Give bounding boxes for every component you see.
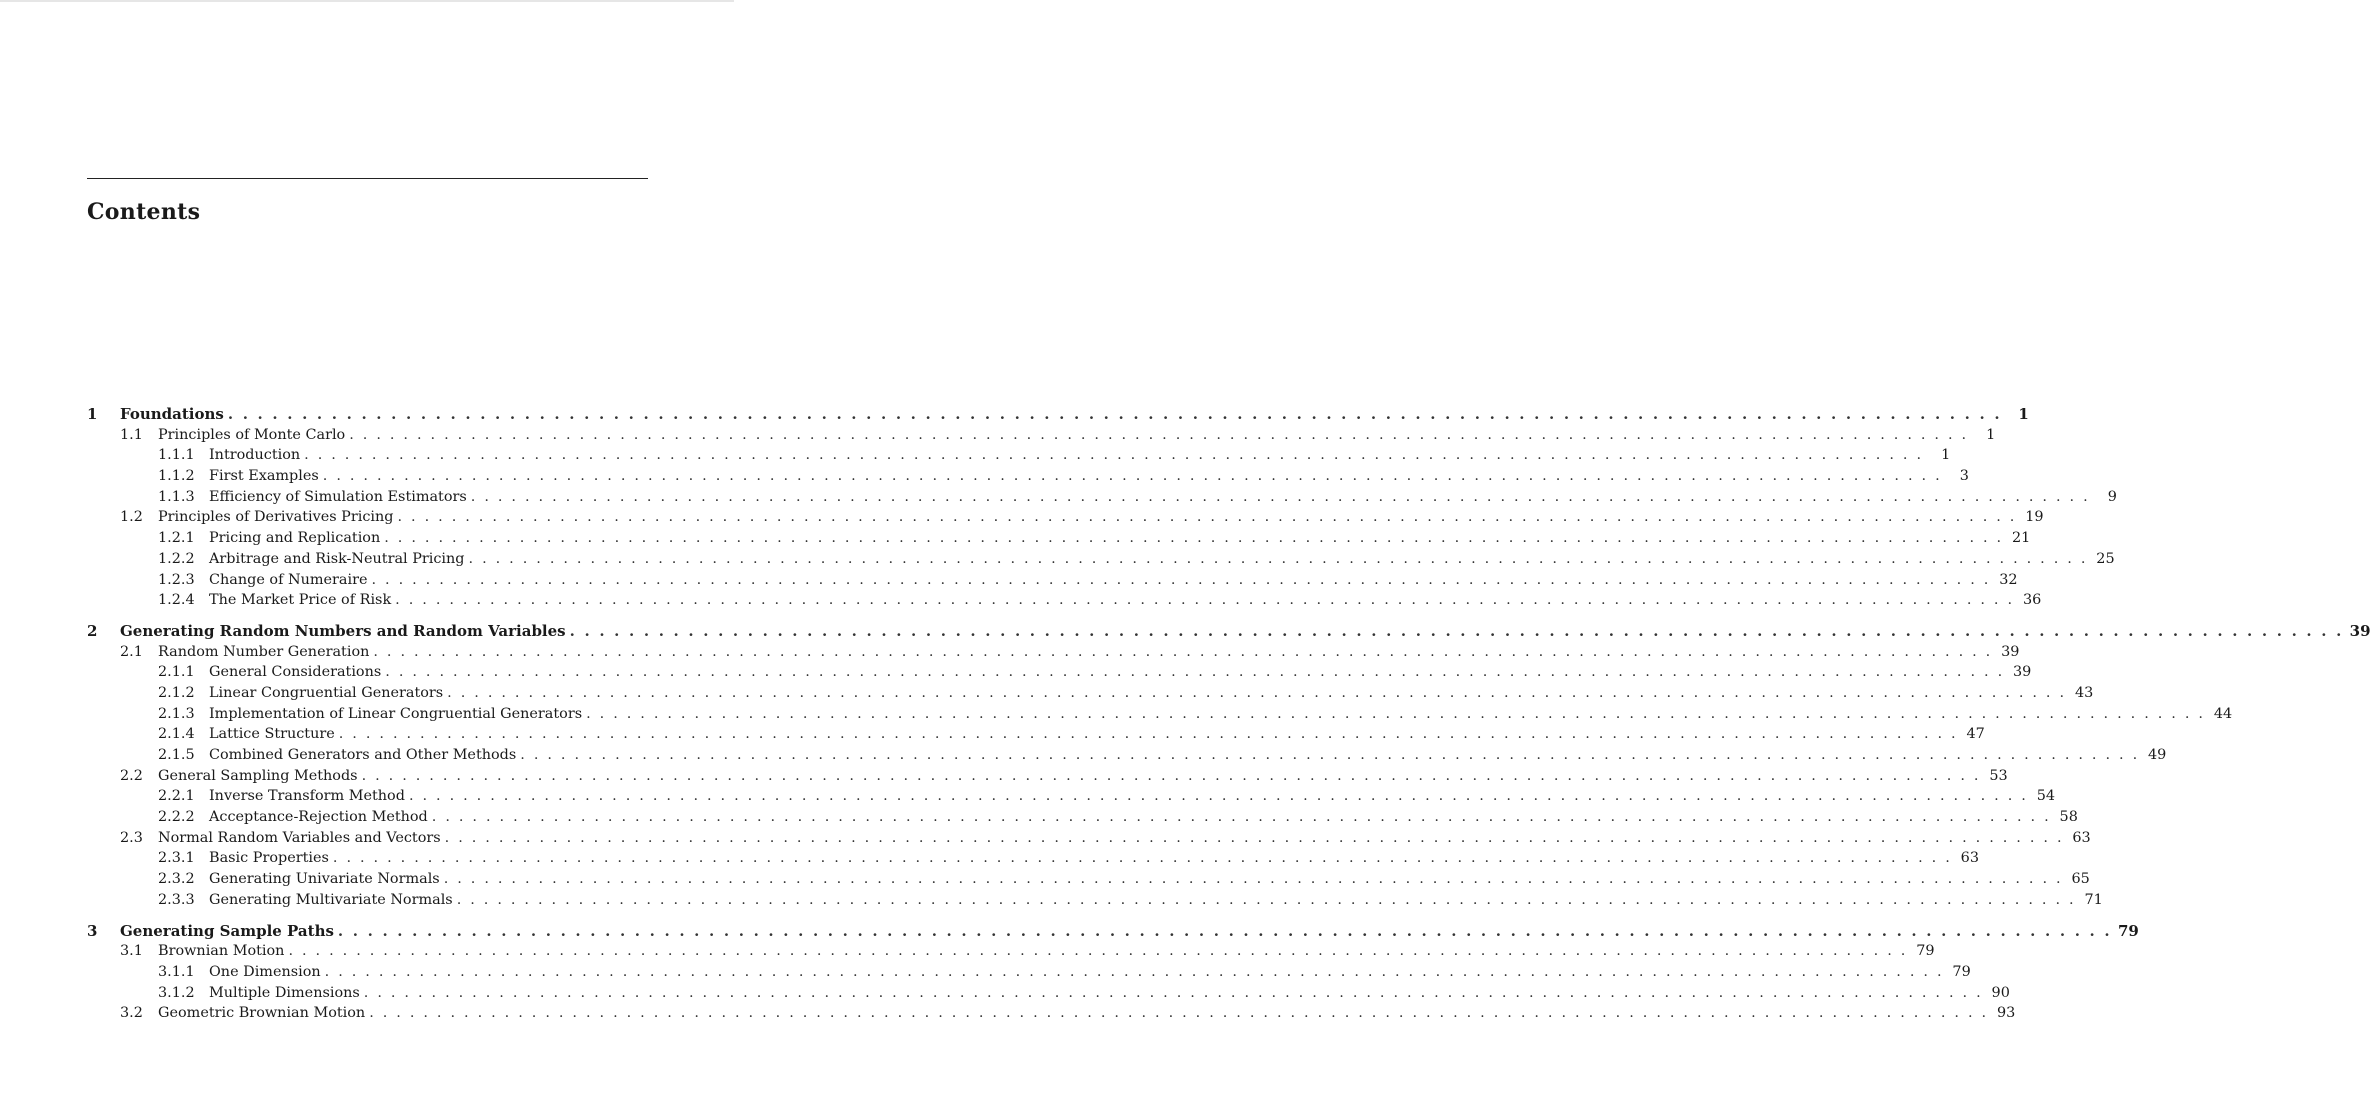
toc-dot-leader: . . . . . . . . . . . . . . . . . . . . . . . . . . . . . . . . . . . . . . . . . . . . . . . . . . . . . . . . . . . . . . . . . . . . . . . . . . . . . . . . . . . . . . . . . . . . . . . . . . . . . . . . . . . . . . . . . . . . . . . . xyxy=(349,426,1969,443)
toc-dot-leader: . . . . . . . . . . . . . . . . . . . . . . . . . . . . . . . . . . . . . . . . . . . . . . . . . . . . . . . . . . . . . . . . . . . . . . . . . . . . . . . . . . . . . . . . . . . . . . . . . . . . . . . . . . . . . . . . . . . . . . . . xyxy=(444,829,2064,846)
toc-entry-page: 63 xyxy=(1960,850,1979,867)
toc-entry-page: 25 xyxy=(2096,550,2115,567)
page-title: Contents xyxy=(87,199,201,225)
toc-dot-leader: . . . . . . . . . . . . . . . . . . . . . . . . . . . . . . . . . . . . . . . . . . . . . . . . . . . . . . . . . . . . . . . . . . . . . . . . . . . . . . . . . . . . . . . . . . . . . . . . . . . . . . . . . . . . . . . . . . . . . . . . xyxy=(384,530,2004,547)
toc-entry-title: The Market Price of Risk xyxy=(209,592,392,609)
toc-entry-number: 1.2.4 xyxy=(158,592,195,609)
toc-entry-title: Normal Random Variables and Vectors xyxy=(158,829,441,846)
toc-dot-leader: . . . . . . . . . . . . . . . . . . . . . . . . . . . . . . . . . . . . . . . . . . . . . . . . . . . . . . . . . . . . . . . . . . . . . . . . . . . . . . . . . . . . . . . . . . . . . . . . . . . . . . . . . . . . . . . . . . . . . . . . xyxy=(369,1005,1989,1022)
toc-entry-page: 79 xyxy=(1952,963,1971,980)
toc-entry-page: 39 xyxy=(2013,664,2032,681)
toc-entry-title: Efficiency of Simulation Estimators xyxy=(209,488,467,505)
toc-entry-number: 1.1.2 xyxy=(158,468,195,485)
toc-section-entry xyxy=(87,425,1996,446)
toc-entry-title: Random Number Generation xyxy=(158,643,370,660)
toc-subsection-entry xyxy=(87,807,2078,828)
toc-entry-number: 2.1.3 xyxy=(158,705,195,722)
toc-dot-leader: . . . . . . . . . . . . . . . . . . . . . . . . . . . . . . . . . . . . . . . . . . . . . . . . . . . . . . . . . . . . . . . . . . . . . . . . . . . . . . . . . . . . . . . . . . . . . . . . . . . . . . . . . . . . . . . . . . . . . . . . xyxy=(304,447,1924,464)
toc-subsection-entry xyxy=(87,570,2018,591)
toc-entry-title: Change of Numeraire xyxy=(209,571,368,588)
toc-subsection-entry xyxy=(87,487,2117,508)
toc-entry-number: 2.1.1 xyxy=(158,664,195,681)
toc-dot-leader: . . . . . . . . . . . . . . . . . . . . . . . . . . . . . . . . . . . . . . . . . . . . . . . . . . . . . . . . . . . . . . . . . . . . . . . . . . . . . . . . . . . . . . . . . . . . . . . . . . . . . . . . . . . . . . . . . . . . . . . . xyxy=(395,592,2015,609)
toc-entry-number: 1.1 xyxy=(120,426,143,443)
toc-dot-leader: . . . . . . . . . . . . . . . . . . . . . . . . . . . . . . . . . . . . . . . . . . . . . . . . . . . . . . . . . . . . . . . . . . . . . . . . . . . . . . . . . . . . . . . . . . . . . . . . . . . . . . . . . . . . . . . . . . . . . . . . xyxy=(338,726,1958,743)
toc-entry-title: Implementation of Linear Congruential Generators xyxy=(209,705,583,722)
toc-entry-number: 1.1.1 xyxy=(158,447,195,464)
toc-dot-leader: . . . . . . . . . . . . . . . . . . . . . . . . . . . . . . . . . . . . . . . . . . . . . . . . . . . . . . . . . . . . . . . . . . . . . . . . . . . . . . . . . . . . . . . . . . . . . . . . . . . . . . . . . . . . . . . . . . . . . . . . xyxy=(520,747,2140,763)
toc-entry-page: 1 xyxy=(1986,426,1996,443)
toc-entry-page: 90 xyxy=(1991,984,2010,1001)
toc-dot-leader: . . . . . . . . . . . . . . . . . . . . . . . . . . . . . . . . . . . . . . . . . . . . . . . . . . . . . . . . . . . . . . . . . . . . . . . . . . . . . . . . . . . . . . . . . . . . . . . . . . . . . . . . . . . . . . . . . . . . . . . . xyxy=(569,621,2344,640)
toc-entry-number: 2.1.4 xyxy=(158,726,195,743)
toc-dot-leader: . . . . . . . . . . . . . . . . . . . . . . . . . . . . . . . . . . . . . . . . . . . . . . . . . . . . . . . . . . . . . . . . . . . . . . . . . . . . . . . . . . . . . . . . . . . . . . . . . . . . . . . . . . . . . . . . . . . . . . . . xyxy=(468,550,2088,567)
toc-subsection-entry xyxy=(87,528,2031,549)
toc-dot-leader: . . . . . . . . . . . . . . . . . . . . . . . . . . . . . . . . . . . . . . . . . . . . . . . . . . . . . . . . . . . . . . . . . . . . . . . . . . . . . . . . . . . . . . . . . . . . . . . . . . . . . . . . . . . . . . . . . . . . . . . . xyxy=(288,943,1908,960)
toc-entry-title: One Dimension xyxy=(209,963,321,980)
toc-dot-leader: . . . . . . . . . . . . . . . . . . . . . . . . . . . . . . . . . . . . . . . . . . . . . . . . . . . . . . . . . . . . . . . . . . . . . . . . . . . . . . . . . . . . . . . . . . . . . . . . . . . . . . . . . . . . . . . . . . . . . . . . xyxy=(337,921,2112,940)
toc-entry-title: Inverse Transform Method xyxy=(209,788,405,805)
toc-dot-leader: . . . . . . . . . . . . . . . . . . . . . . . . . . . . . . . . . . . . . . . . . . . . . . . . . . . . . . . . . . . . . . . . . . . . . . . . . . . . . . . . . . . . . . . . . . . . . . . . . . . . . . . . . . . . . . . . . . . . . . . . xyxy=(443,871,2063,888)
toc-section-entry xyxy=(87,766,2008,787)
toc-dot-leader: . . . . . . . . . . . . . . . . . . . . . . . . . . . . . . . . . . . . . . . . . . . . . . . . . . . . . . . . . . . . . . . . . . . . . . . . . . . . . . . . . . . . . . . . . . . . . . . . . . . . . . . . . . . . . . . . . . . . . . . . xyxy=(371,571,1991,588)
page-top-edge xyxy=(0,0,734,2)
toc-entry-page: 21 xyxy=(2012,530,2031,547)
toc-subsection-entry xyxy=(87,962,1971,983)
toc-section-entry xyxy=(87,941,1935,962)
toc-subsection-entry xyxy=(87,549,2115,570)
toc-entry-page: 1 xyxy=(2018,405,2029,423)
toc-dot-leader: . . . . . . . . . . . . . . . . . . . . . . . . . . . . . . . . . . . . . . . . . . . . . . . . . . . . . . . . . . . . . . . . . . . . . . . . . . . . . . . . . . . . . . . . . . . . . . . . . . . . . . . . . . . . . . . . . . . . . . . . xyxy=(397,509,2017,526)
toc-entry-page: 43 xyxy=(2074,684,2094,701)
toc-entry-page: 71 xyxy=(2084,891,2103,908)
toc-entry-page: 44 xyxy=(2213,705,2233,722)
toc-subsection-entry xyxy=(87,662,2032,683)
toc-entry-number: 2.2.1 xyxy=(158,788,195,805)
toc-entry-title: Basic Properties xyxy=(209,850,329,867)
toc-subsection-entry xyxy=(87,869,2090,890)
toc-dot-leader: . . . . . . . . . . . . . . . . . . . . . . . . . . . . . . . . . . . . . . . . . . . . . . . . . . . . . . . . . . . . . . . . . . . . . . . . . . . . . . . . . . . . . . . . . . . . . . . . . . . . . . . . . . . . . . . . . . . . . . . . xyxy=(408,788,2029,805)
toc-subsection-entry xyxy=(87,890,2103,911)
toc-entry-title: Combined Generators and Other Methods xyxy=(209,747,517,763)
toc-dot-leader: . . . . . . . . . . . . . . . . . . . . . . . . . . . . . . . . . . . . . . . . . . . . . . . . . . . . . . . . . . . . . . . . . . . . . . . . . . . . . . . . . . . . . . . . . . . . . . . . . . . . . . . . . . . . . . . . . . . . . . . . xyxy=(324,963,1944,980)
toc-dot-leader: . . . . . . . . . . . . . . . . . . . . . . . . . . . . . . . . . . . . . . . . . . . . . . . . . . . . . . . . . . . . . . . . . . . . . . . . . . . . . . . . . . . . . . . . . . . . . . . . . . . . . . . . . . . . . . . . . . . . . . . . xyxy=(363,984,1983,1001)
toc-entry-number: 2.1.2 xyxy=(158,684,195,701)
toc-entry-title: Principles of Monte Carlo xyxy=(158,426,346,443)
toc-entry-page: 54 xyxy=(2036,788,2056,805)
toc-entry-number: 2.3.1 xyxy=(158,850,195,867)
toc-subsection-entry xyxy=(87,745,2167,766)
toc-section-entry xyxy=(87,828,2091,849)
toc-entry-number: 2 xyxy=(87,621,98,640)
toc-entry-number: 1.2.1 xyxy=(158,530,195,547)
toc-dot-leader: . . . . . . . . . . . . . . . . . . . . . . . . . . . . . . . . . . . . . . . . . . . . . . . . . . . . . . . . . . . . . . . . . . . . . . . . . . . . . . . . . . . . . . . . . . . . . . . . . . . . . . . . . . . . . . . . . . . . . . . . xyxy=(322,468,1942,485)
toc-entry-title: Acceptance-Rejection Method xyxy=(209,809,428,826)
toc-entry-number: 2.3.3 xyxy=(158,891,195,908)
toc-entry-number: 3.2 xyxy=(120,1005,143,1022)
toc-subsection-entry xyxy=(87,683,2094,704)
toc-entry-number: 3 xyxy=(87,921,98,940)
toc-subsection-entry xyxy=(87,704,2233,725)
toc-subsection-entry xyxy=(87,590,2042,611)
toc-entry-number: 1.2 xyxy=(120,509,143,526)
toc-entry-title: Lattice Structure xyxy=(209,726,335,743)
toc-entry-number: 2.2 xyxy=(120,767,143,784)
header-rule xyxy=(87,178,648,179)
toc-entry-page: 65 xyxy=(2071,871,2090,888)
toc-entry-page: 53 xyxy=(1989,767,2008,784)
toc-entry-title: First Examples xyxy=(209,468,319,485)
toc-dot-leader: . . . . . . . . . . . . . . . . . . . . . . . . . . . . . . . . . . . . . . . . . . . . . . . . . . . . . . . . . . . . . . . . . . . . . . . . . . . . . . . . . . . . . . . . . . . . . . . . . . . . . . . . . . . . . . . . . . . . . . . . xyxy=(447,684,2067,701)
toc-subsection-entry xyxy=(87,848,1979,869)
toc-chapter-entry xyxy=(87,404,2029,425)
toc-entry-number: 2.3.2 xyxy=(158,871,195,888)
toc-entry-title: Multiple Dimensions xyxy=(209,984,360,1001)
toc-dot-leader: . . . . . . . . . . . . . . . . . . . . . . . . . . . . . . . . . . . . . . . . . . . . . . . . . . . . . . . . . . . . . . . . . . . . . . . . . . . . . . . . . . . . . . . . . . . . . . . . . . . . . . . . . . . . . . . . . . . . . . . . xyxy=(227,405,2002,423)
toc-dot-leader: . . . . . . . . . . . . . . . . . . . . . . . . . . . . . . . . . . . . . . . . . . . . . . . . . . . . . . . . . . . . . . . . . . . . . . . . . . . . . . . . . . . . . . . . . . . . . . . . . . . . . . . . . . . . . . . . . . . . . . . . xyxy=(385,664,2005,681)
toc-subsection-entry xyxy=(87,445,1951,466)
toc-entry-page: 49 xyxy=(2148,747,2167,763)
toc-entry-page: 39 xyxy=(2349,621,2371,640)
toc-entry-number: 1.2.3 xyxy=(158,571,195,588)
toc-entry-page: 58 xyxy=(2059,809,2078,826)
toc-entry-page: 79 xyxy=(2117,921,2139,940)
toc-dot-leader: . . . . . . . . . . . . . . . . . . . . . . . . . . . . . . . . . . . . . . . . . . . . . . . . . . . . . . . . . . . . . . . . . . . . . . . . . . . . . . . . . . . . . . . . . . . . . . . . . . . . . . . . . . . . . . . . . . . . . . . . xyxy=(470,488,2090,505)
toc-entry-page: 36 xyxy=(2022,592,2042,609)
toc-entry-title: Foundations xyxy=(120,405,224,423)
toc-entry-number: 2.1.5 xyxy=(158,747,195,763)
toc-entry-title: Brownian Motion xyxy=(158,943,285,960)
toc-entry-number: 2.2.2 xyxy=(158,809,195,826)
toc-entry-title: Principles of Derivatives Pricing xyxy=(158,509,394,526)
toc-entry-title: Arbitrage and Risk-Neutral Pricing xyxy=(209,550,465,567)
toc-entry-number: 1.1.3 xyxy=(158,488,195,505)
table-of-contents xyxy=(87,404,2371,1024)
toc-entry-page: 63 xyxy=(2072,829,2091,846)
toc-dot-leader: . . . . . . . . . . . . . . . . . . . . . . . . . . . . . . . . . . . . . . . . . . . . . . . . . . . . . . . . . . . . . . . . . . . . . . . . . . . . . . . . . . . . . . . . . . . . . . . . . . . . . . . . . . . . . . . . . . . . . . . . xyxy=(456,891,2076,908)
toc-dot-leader: . . . . . . . . . . . . . . . . . . . . . . . . . . . . . . . . . . . . . . . . . . . . . . . . . . . . . . . . . . . . . . . . . . . . . . . . . . . . . . . . . . . . . . . . . . . . . . . . . . . . . . . . . . . . . . . . . . . . . . . . xyxy=(332,850,1952,867)
toc-entry-title: Generating Sample Paths xyxy=(120,921,334,940)
toc-entry-number: 3.1.1 xyxy=(158,963,195,980)
toc-subsection-entry xyxy=(87,983,2010,1004)
toc-section-entry xyxy=(87,642,2020,663)
toc-entry-page: 9 xyxy=(2107,488,2117,505)
toc-entry-title: Introduction xyxy=(209,447,301,464)
toc-entry-page: 32 xyxy=(1999,571,2018,588)
toc-section-entry xyxy=(87,507,2044,528)
toc-entry-title: Generating Multivariate Normals xyxy=(209,891,453,908)
toc-section-entry xyxy=(87,1003,2016,1024)
toc-entry-title: Geometric Brownian Motion xyxy=(158,1005,366,1022)
toc-chapter-entry xyxy=(87,921,2139,942)
toc-subsection-entry xyxy=(87,724,1985,745)
toc-entry-title: Linear Congruential Generators xyxy=(209,684,444,701)
toc-entry-page: 79 xyxy=(1916,943,1935,960)
toc-entry-number: 2.1 xyxy=(120,643,143,660)
toc-dot-leader: . . . . . . . . . . . . . . . . . . . . . . . . . . . . . . . . . . . . . . . . . . . . . . . . . . . . . . . . . . . . . . . . . . . . . . . . . . . . . . . . . . . . . . . . . . . . . . . . . . . . . . . . . . . . . . . . . . . . . . . . xyxy=(431,809,2051,826)
toc-subsection-entry xyxy=(87,786,2056,807)
toc-subsection-entry xyxy=(87,466,1969,487)
toc-entry-page: 39 xyxy=(2001,643,2020,660)
toc-entry-page: 19 xyxy=(2025,509,2044,526)
toc-entry-number: 3.1 xyxy=(120,943,143,960)
toc-chapter-entry xyxy=(87,621,2371,642)
toc-entry-title: General Considerations xyxy=(209,664,382,681)
toc-entry-page: 93 xyxy=(1996,1005,2016,1022)
toc-entry-number: 3.1.2 xyxy=(158,984,195,1001)
toc-entry-title: Pricing and Replication xyxy=(209,530,381,547)
toc-dot-leader: . . . . . . . . . . . . . . . . . . . . . . . . . . . . . . . . . . . . . . . . . . . . . . . . . . . . . . . . . . . . . . . . . . . . . . . . . . . . . . . . . . . . . . . . . . . . . . . . . . . . . . . . . . . . . . . . . . . . . . . . xyxy=(373,643,1993,660)
toc-dot-leader: . . . . . . . . . . . . . . . . . . . . . . . . . . . . . . . . . . . . . . . . . . . . . . . . . . . . . . . . . . . . . . . . . . . . . . . . . . . . . . . . . . . . . . . . . . . . . . . . . . . . . . . . . . . . . . . . . . . . . . . . xyxy=(361,767,1981,784)
toc-entry-number: 1.2.2 xyxy=(158,550,195,567)
toc-entry-title: Generating Random Numbers and Random Variables xyxy=(120,621,566,640)
toc-entry-page: 47 xyxy=(1966,726,1985,743)
toc-entry-number: 1 xyxy=(87,405,98,423)
toc-dot-leader: . . . . . . . . . . . . . . . . . . . . . . . . . . . . . . . . . . . . . . . . . . . . . . . . . . . . . . . . . . . . . . . . . . . . . . . . . . . . . . . . . . . . . . . . . . . . . . . . . . . . . . . . . . . . . . . . . . . . . . . . xyxy=(586,705,2206,722)
toc-entry-page: 3 xyxy=(1959,468,1969,485)
toc-entry-page: 1 xyxy=(1941,447,1951,464)
toc-entry-title: General Sampling Methods xyxy=(158,767,358,784)
toc-entry-number: 2.3 xyxy=(120,829,143,846)
toc-entry-title: Generating Univariate Normals xyxy=(209,871,440,888)
